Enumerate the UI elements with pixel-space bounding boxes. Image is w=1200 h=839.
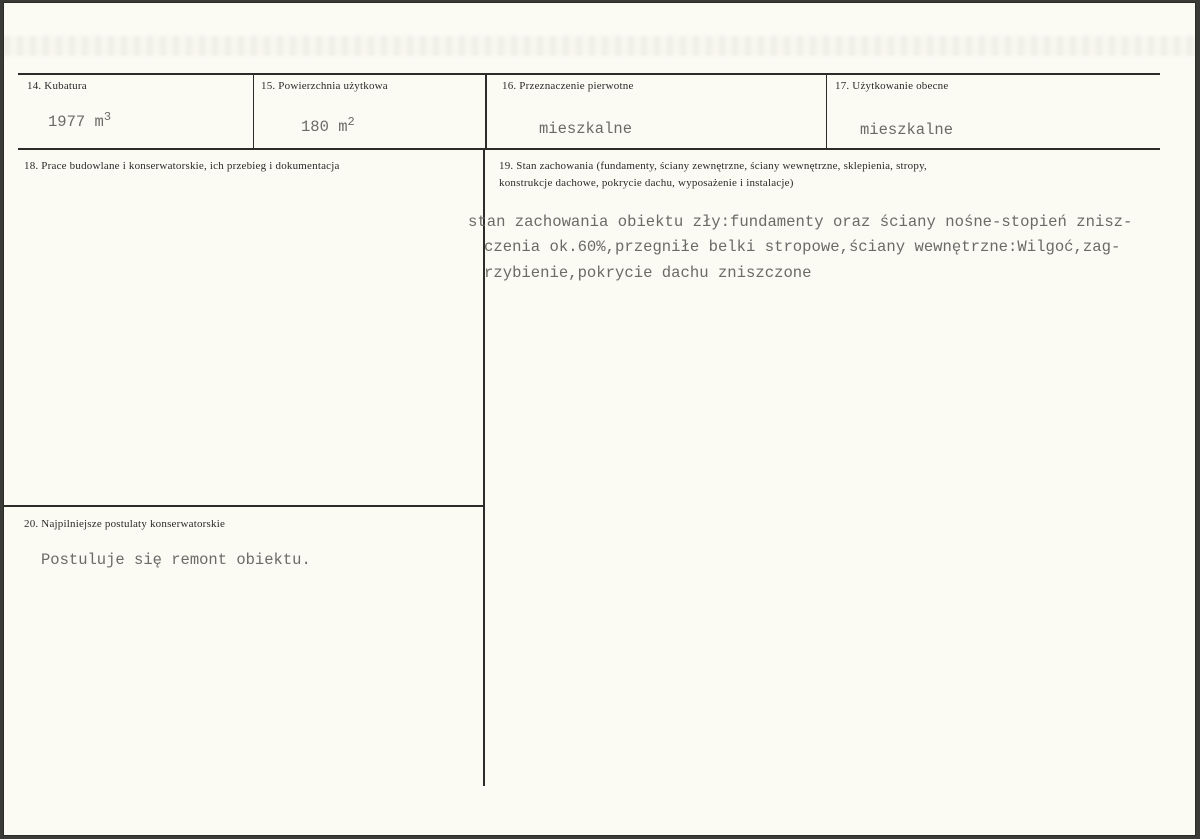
form-card (3, 2, 1196, 836)
area-exponent: 2 (347, 115, 355, 129)
field-20-label: 20. Najpilniejsze postulaty konserwatorskie (24, 518, 226, 530)
condition-text-line-3: rzybienie,pokrycie dachu zniszczone (484, 264, 812, 282)
field-16-label: 16. Przeznaczenie pierwotne (502, 80, 634, 92)
field-14-value (48, 110, 112, 131)
area-value: 180 m (301, 118, 348, 136)
col-divider-14-15 (253, 73, 254, 150)
field-20-text: Postuluje się remont obiektu. (41, 551, 311, 569)
field-19-label-line2: konstrukcje dachowe, pokrycie dachu, wyposażenie i instalacje) (499, 177, 794, 189)
bleed-through-text (4, 36, 1196, 56)
field-17-label: 17. Użytkowanie obecne (835, 80, 949, 92)
section-20-divider (4, 505, 484, 507)
field-18-label: 18. Prace budowlane i konserwatorskie, ich przebieg i dokumentacja (24, 160, 340, 172)
col-divider-15-16 (485, 73, 487, 150)
col-divider-16-17 (826, 73, 827, 150)
field-14-label: 14. Kubatura (27, 80, 87, 92)
row-divider (18, 148, 1160, 150)
field-19-label-line1: 19. Stan zachowania (fundamenty, ściany zewnętrzne, ściany wewnętrzne, sklepienia, stropy, (499, 160, 928, 172)
field-15-label: 15. Powierzchnia użytkowa (261, 80, 388, 92)
volume-exponent: 3 (103, 110, 112, 124)
condition-text-line-2: czenia ok.60%,przegniłe belki stropowe,ściany wewnętrzne:Wilgoć,zag- (484, 238, 1121, 256)
field-15-value (301, 115, 355, 136)
field-17-value: mieszkalne (860, 121, 954, 139)
volume-value: 1977 m (48, 113, 104, 131)
top-rule (18, 73, 1160, 75)
field-16-value: mieszkalne (539, 120, 633, 138)
condition-text-line-1: stan zachowania obiektu zły:fundamenty oraz ściany nośne-stopień znisz- (468, 213, 1133, 231)
